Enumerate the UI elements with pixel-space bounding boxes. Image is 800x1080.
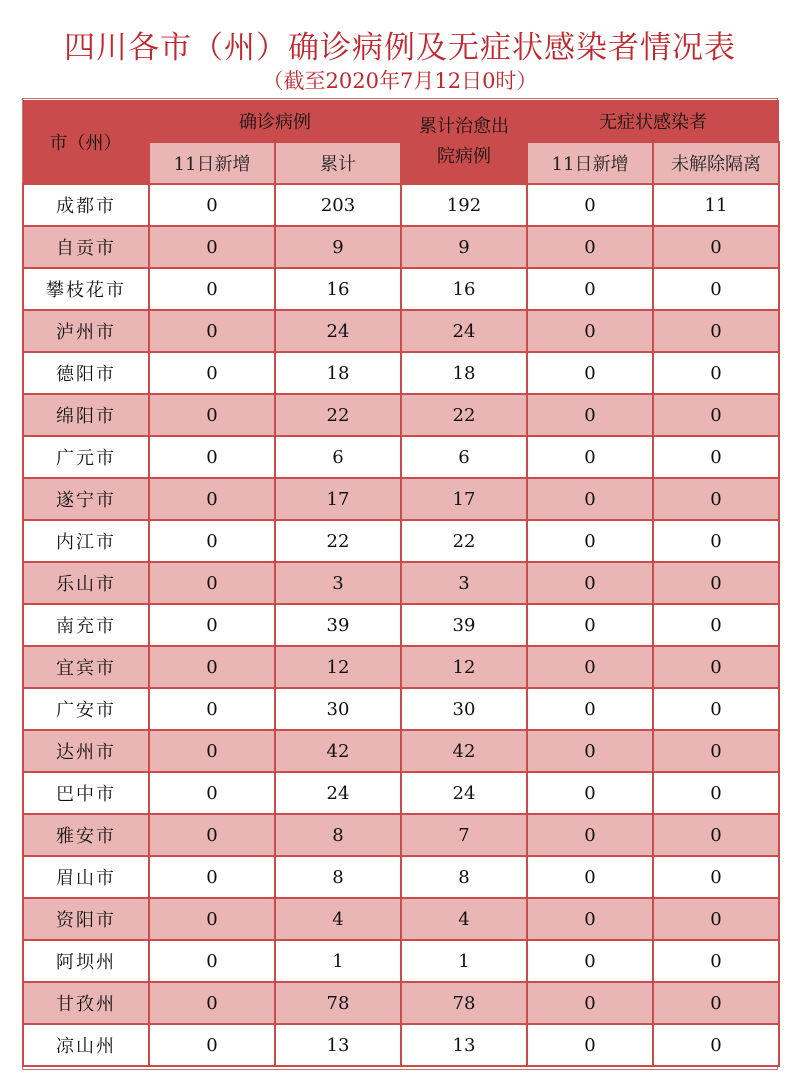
table-row <box>23 940 779 982</box>
cell-new: 0 <box>149 772 275 814</box>
cell-total: 8 <box>275 856 401 898</box>
cell-city: 攀枝花市 <box>23 268 149 310</box>
cell-total: 42 <box>275 730 401 772</box>
cell-cured: 9 <box>401 226 527 268</box>
table-row <box>23 520 779 562</box>
cell-cured: 7 <box>401 814 527 856</box>
cell-city: 资阳市 <box>23 898 149 940</box>
table-row <box>23 478 779 520</box>
table-row <box>23 856 779 898</box>
cell-unreleased: 0 <box>653 772 779 814</box>
cell-unreleased: 0 <box>653 562 779 604</box>
table-row <box>23 982 779 1024</box>
cell-cured: 8 <box>401 856 527 898</box>
cell-cured: 4 <box>401 898 527 940</box>
cell-total: 203 <box>275 184 401 226</box>
cell-new: 0 <box>149 604 275 646</box>
cell-unreleased: 0 <box>653 604 779 646</box>
cell-asym-new: 0 <box>527 772 653 814</box>
cell-total: 78 <box>275 982 401 1024</box>
cell-new: 0 <box>149 688 275 730</box>
table-row <box>23 394 779 436</box>
cell-city: 成都市 <box>23 184 149 226</box>
cell-city: 甘孜州 <box>23 982 149 1024</box>
page-subtitle: （截至2020年7月12日0时） <box>262 69 538 93</box>
table-row <box>23 226 779 268</box>
cell-total: 12 <box>275 646 401 688</box>
header-city: 市（州） <box>23 100 149 184</box>
cell-asym-new: 0 <box>527 730 653 772</box>
table-row <box>23 814 779 856</box>
table-row <box>23 184 779 226</box>
table-row <box>23 352 779 394</box>
cell-cured: 12 <box>401 646 527 688</box>
cell-cured: 192 <box>401 184 527 226</box>
cell-cured: 17 <box>401 478 527 520</box>
cell-asym-new: 0 <box>527 982 653 1024</box>
cell-new: 0 <box>149 478 275 520</box>
header-asymptomatic-group: 无症状感染者 <box>527 100 779 142</box>
header-new: 11日新增 <box>149 142 275 184</box>
cell-unreleased: 0 <box>653 730 779 772</box>
header-row-top <box>23 100 779 142</box>
cell-total: 30 <box>275 688 401 730</box>
cell-city: 自贡市 <box>23 226 149 268</box>
cell-new: 0 <box>149 184 275 226</box>
table-row <box>23 730 779 772</box>
header-asym-new: 11日新增 <box>527 142 653 184</box>
table-row <box>23 310 779 352</box>
cell-cured: 24 <box>401 772 527 814</box>
cell-asym-new: 0 <box>527 478 653 520</box>
cell-unreleased: 0 <box>653 226 779 268</box>
cell-cured: 16 <box>401 268 527 310</box>
table-row <box>23 646 779 688</box>
cell-city: 广安市 <box>23 688 149 730</box>
cell-asym-new: 0 <box>527 436 653 478</box>
cell-city: 内江市 <box>23 520 149 562</box>
cell-cured: 24 <box>401 310 527 352</box>
cell-asym-new: 0 <box>527 646 653 688</box>
cell-city: 广元市 <box>23 436 149 478</box>
cell-asym-new: 0 <box>527 688 653 730</box>
page-title: 四川各市（州）确诊病例及无症状感染者情况表 <box>64 30 736 66</box>
cell-new: 0 <box>149 310 275 352</box>
cell-asym-new: 0 <box>527 856 653 898</box>
cell-asym-new: 0 <box>527 184 653 226</box>
cell-unreleased: 0 <box>653 1024 779 1066</box>
cell-city: 乐山市 <box>23 562 149 604</box>
cell-new: 0 <box>149 982 275 1024</box>
cell-unreleased: 0 <box>653 394 779 436</box>
header-unreleased: 未解除隔离 <box>653 142 779 184</box>
cell-total: 13 <box>275 1024 401 1066</box>
cell-total: 24 <box>275 310 401 352</box>
cell-total: 39 <box>275 604 401 646</box>
cell-unreleased: 0 <box>653 982 779 1024</box>
cell-unreleased: 0 <box>653 436 779 478</box>
cell-new: 0 <box>149 856 275 898</box>
cell-new: 0 <box>149 436 275 478</box>
header-confirmed-group: 确诊病例 <box>149 100 401 142</box>
cell-city: 眉山市 <box>23 856 149 898</box>
cell-total: 18 <box>275 352 401 394</box>
cell-city: 泸州市 <box>23 310 149 352</box>
cell-cured: 3 <box>401 562 527 604</box>
cell-city: 宜宾市 <box>23 646 149 688</box>
cell-cured: 22 <box>401 394 527 436</box>
cell-unreleased: 0 <box>653 688 779 730</box>
cell-new: 0 <box>149 268 275 310</box>
cell-new: 0 <box>149 520 275 562</box>
cell-total: 4 <box>275 898 401 940</box>
cell-cured: 1 <box>401 940 527 982</box>
cell-total: 24 <box>275 772 401 814</box>
cell-asym-new: 0 <box>527 898 653 940</box>
cell-unreleased: 0 <box>653 268 779 310</box>
cell-asym-new: 0 <box>527 940 653 982</box>
cell-new: 0 <box>149 730 275 772</box>
statistics-table <box>22 100 780 1067</box>
table-row <box>23 604 779 646</box>
cell-unreleased: 0 <box>653 814 779 856</box>
cell-total: 16 <box>275 268 401 310</box>
cell-unreleased: 0 <box>653 940 779 982</box>
cell-unreleased: 0 <box>653 478 779 520</box>
header-cured: 累计治愈出院病例 <box>401 100 527 184</box>
cell-total: 9 <box>275 226 401 268</box>
cell-city: 南充市 <box>23 604 149 646</box>
cell-city: 达州市 <box>23 730 149 772</box>
table-row <box>23 688 779 730</box>
cell-total: 3 <box>275 562 401 604</box>
cell-cured: 39 <box>401 604 527 646</box>
cell-new: 0 <box>149 940 275 982</box>
cell-unreleased: 0 <box>653 352 779 394</box>
table-row <box>23 898 779 940</box>
table-row <box>23 268 779 310</box>
cell-total: 8 <box>275 814 401 856</box>
cell-total: 1 <box>275 940 401 982</box>
table-row <box>23 772 779 814</box>
cell-cured: 6 <box>401 436 527 478</box>
cell-unreleased: 0 <box>653 856 779 898</box>
cell-total: 17 <box>275 478 401 520</box>
cell-new: 0 <box>149 562 275 604</box>
cell-total: 22 <box>275 394 401 436</box>
cell-new: 0 <box>149 646 275 688</box>
cell-asym-new: 0 <box>527 310 653 352</box>
cell-new: 0 <box>149 814 275 856</box>
cell-cured: 22 <box>401 520 527 562</box>
cell-asym-new: 0 <box>527 1024 653 1066</box>
cell-unreleased: 0 <box>653 310 779 352</box>
cell-city: 雅安市 <box>23 814 149 856</box>
cell-city: 巴中市 <box>23 772 149 814</box>
cell-city: 阿坝州 <box>23 940 149 982</box>
cell-asym-new: 0 <box>527 352 653 394</box>
cell-new: 0 <box>149 898 275 940</box>
cell-asym-new: 0 <box>527 520 653 562</box>
cell-asym-new: 0 <box>527 814 653 856</box>
cell-new: 0 <box>149 394 275 436</box>
cell-new: 0 <box>149 226 275 268</box>
cell-city: 遂宁市 <box>23 478 149 520</box>
cell-cured: 78 <box>401 982 527 1024</box>
header-total: 累计 <box>275 142 401 184</box>
cell-asym-new: 0 <box>527 394 653 436</box>
cell-cured: 30 <box>401 688 527 730</box>
cell-cured: 18 <box>401 352 527 394</box>
table-row <box>23 1024 779 1066</box>
cell-city: 绵阳市 <box>23 394 149 436</box>
table-row <box>23 562 779 604</box>
cell-cured: 42 <box>401 730 527 772</box>
table-row <box>23 436 779 478</box>
cell-unreleased: 0 <box>653 520 779 562</box>
cell-new: 0 <box>149 352 275 394</box>
cell-asym-new: 0 <box>527 604 653 646</box>
cell-unreleased: 11 <box>653 184 779 226</box>
cell-asym-new: 0 <box>527 562 653 604</box>
cell-unreleased: 0 <box>653 646 779 688</box>
cell-total: 22 <box>275 520 401 562</box>
cell-city: 德阳市 <box>23 352 149 394</box>
cell-asym-new: 0 <box>527 268 653 310</box>
cell-unreleased: 0 <box>653 898 779 940</box>
cell-new: 0 <box>149 1024 275 1066</box>
cell-city: 凉山州 <box>23 1024 149 1066</box>
cell-asym-new: 0 <box>527 226 653 268</box>
cell-cured: 13 <box>401 1024 527 1066</box>
cell-total: 6 <box>275 436 401 478</box>
